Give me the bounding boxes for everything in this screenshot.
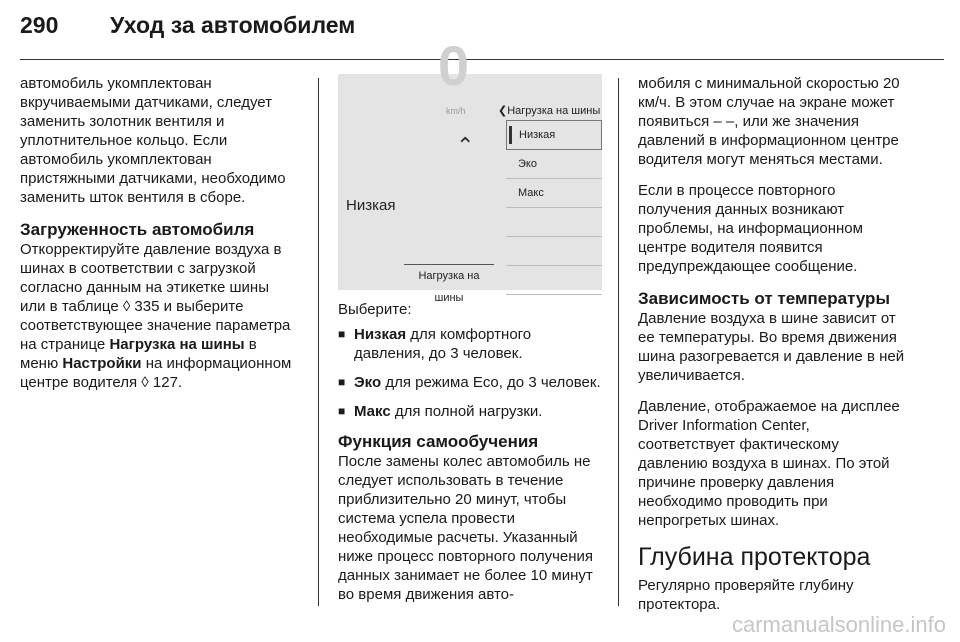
paragraph-warning: Если в процессе повторного получения данных возникают проблемы, на информационном центре водителя появится предупреждающее сообщение. — [638, 182, 863, 275]
list-item — [338, 325, 606, 363]
settings-term: Настройки — [62, 355, 142, 372]
load-text-c: в меню — [20, 336, 257, 372]
paragraph-speed: мобиля с минимальной скоростью 20 км/ч. В этом случае на экране может появиться – –, или же значения давлений в информационном центре водителя могут меняться местами. — [638, 75, 900, 168]
option-eco: Эко — [354, 374, 382, 391]
paragraph-dic: Давление, отображаемое на дисплее Driver Information Center, соответствует фактическому давлению воздуха в шинах. По этой причине проверку давления необходимо проводить при непрогретых шинах. — [638, 398, 900, 529]
paragraph-load — [20, 240, 292, 392]
column-divider-1 — [318, 78, 319, 606]
watermark: carmanualsonline.info — [731, 612, 946, 637]
option-eco-text: для режима Eco, до 3 человек. — [385, 374, 601, 391]
option-low-text: для комфортного давления, до 3 человек. — [354, 326, 532, 362]
menu-item-empty — [506, 237, 602, 266]
menu-item-eco: Эко — [506, 150, 602, 179]
list-item — [338, 402, 606, 421]
load-text-e: на информационном центре водителя ◊ 127. — [20, 355, 292, 391]
heading-vehicle-load: Загруженность автомобиля — [20, 220, 255, 239]
menu-item-empty — [506, 208, 602, 237]
menu-item-empty — [506, 266, 602, 295]
option-max-text: для полной нагрузки. — [394, 403, 543, 420]
tire-load-term: Нагрузка на шины — [109, 336, 245, 353]
speed-readout: 0 — [438, 34, 470, 97]
paragraph-self-learning: После замены колес автомобиль не следует использовать в течение приблизительно 20 минут, чтобы система успела провести необходимые расчеты. Указанный ниже процесс повторного получения данных занимает не более 10 минут во время движения авто- — [338, 453, 594, 603]
heading-tread-depth: Глубина протектора — [638, 543, 871, 571]
chevron-up-icon: ⌃ — [456, 133, 475, 158]
header-rule — [20, 59, 944, 60]
heading-self-learning: Функция самообучения — [338, 432, 539, 451]
menu-item-max: Макс — [506, 179, 602, 208]
column-1 — [20, 74, 292, 404]
column-divider-2 — [618, 78, 619, 606]
list-item — [338, 373, 606, 392]
paragraph-temperature: Давление воздуха в шине зависит от ее температуры. Во время движения шина разогревается и давление в ней увеличивается. — [638, 310, 905, 384]
page-title: Уход за автомобилем — [110, 12, 356, 38]
paragraph-tread: Регулярно проверяйте глубину протектора. — [638, 577, 854, 613]
heading-temperature: Зависимость от температуры — [638, 289, 890, 308]
speed-unit: km/h — [446, 106, 466, 116]
display-screenshot — [338, 34, 602, 304]
selected-load-label: Низкая — [346, 197, 396, 214]
tire-load-tab: Нагрузка на шины — [404, 264, 494, 287]
menu-item-low: Низкая — [506, 120, 602, 150]
select-label: Выберите: — [338, 301, 412, 318]
page-number: 290 — [20, 12, 59, 38]
option-max: Макс — [354, 403, 391, 420]
menu-header: ❮Нагрузка на шины — [498, 105, 601, 117]
load-menu — [506, 120, 602, 295]
column-2 — [338, 34, 606, 616]
paragraph-valve: автомобиль укомплектован вкручиваемыми датчиками, следует заменить золотник вентиля и уплотнительное кольцо. Если автомобиль укомплектован пристяжными датчиками, необходимо заменить шток вентиля в сборе. — [20, 75, 286, 206]
column-3 — [638, 74, 910, 626]
load-text-a: Откорректируйте давление воздуха в шинах в соответствии с загрузкой согласно данным на этикетке шины или в таблице ◊ 335 и выберите соответствующее значение параметра на странице — [20, 241, 291, 353]
option-low: Низкая — [354, 326, 407, 343]
